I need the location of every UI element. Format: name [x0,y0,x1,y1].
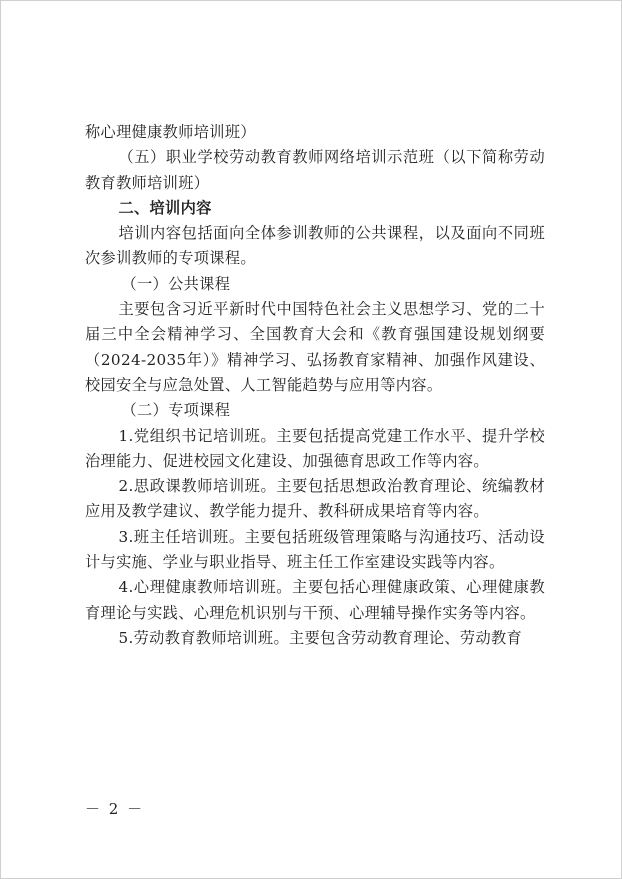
page-number: － 2 － [85,800,145,818]
paragraph-item-3: 3.班主任培训班。主要包括班级管理策略与沟通技巧、活动设计与实施、学业与职业指导、班主任工作室建设实践等内容。 [85,527,545,572]
paragraph-item-4: 4.心理健康教师培训班。主要包括心理健康政策、心理健康教育理论与实践、心理危机识别与干预、心理辅导操作实务等内容。 [85,578,545,622]
section-heading-training-content: 二、培训内容 [118,198,212,217]
paragraph-public-courses: 主要包含习近平新时代中国特色社会主义思想学习、党的二十届三中全会精神学习、全国教育大会和《教育强国建设规划纲要（2024-2035年）》精神学习、弘扬教育家精神、加强作风建设、校园安全与应急处置、人工智能趋势与应用等内容。 [85,300,545,394]
paragraph-class-five: （五）职业学校劳动教育教师网络培训示范班（以下简称劳动教育教师培训班） [85,148,545,192]
document-body [85,120,545,651]
paragraph-training-content-intro: 培训内容包括面向全体参训教师的公共课程，以及面向不同班次参训教师的专项课程。 [85,224,545,268]
subheading-public-courses: （一）公共课程 [121,274,231,293]
paragraph-continuation: 称心理健康教师培训班） [85,123,256,141]
subheading-special-courses: （二）专项课程 [121,401,231,420]
paragraph-item-1: 1.党组织书记培训班。主要包括提高党建工作水平、提升学校治理能力、促进校园文化建设、加强德育思政工作等内容。 [85,426,545,470]
paragraph-item-2: 2.思政课教师培训班。主要包括思想政治教育理论、统编教材应用及教学建议、教学能力提升、教科研成果培育等内容。 [85,477,545,521]
paragraph-item-5: 5.劳动教育教师培训班。主要包含劳动教育理论、劳动教育 [118,628,523,647]
